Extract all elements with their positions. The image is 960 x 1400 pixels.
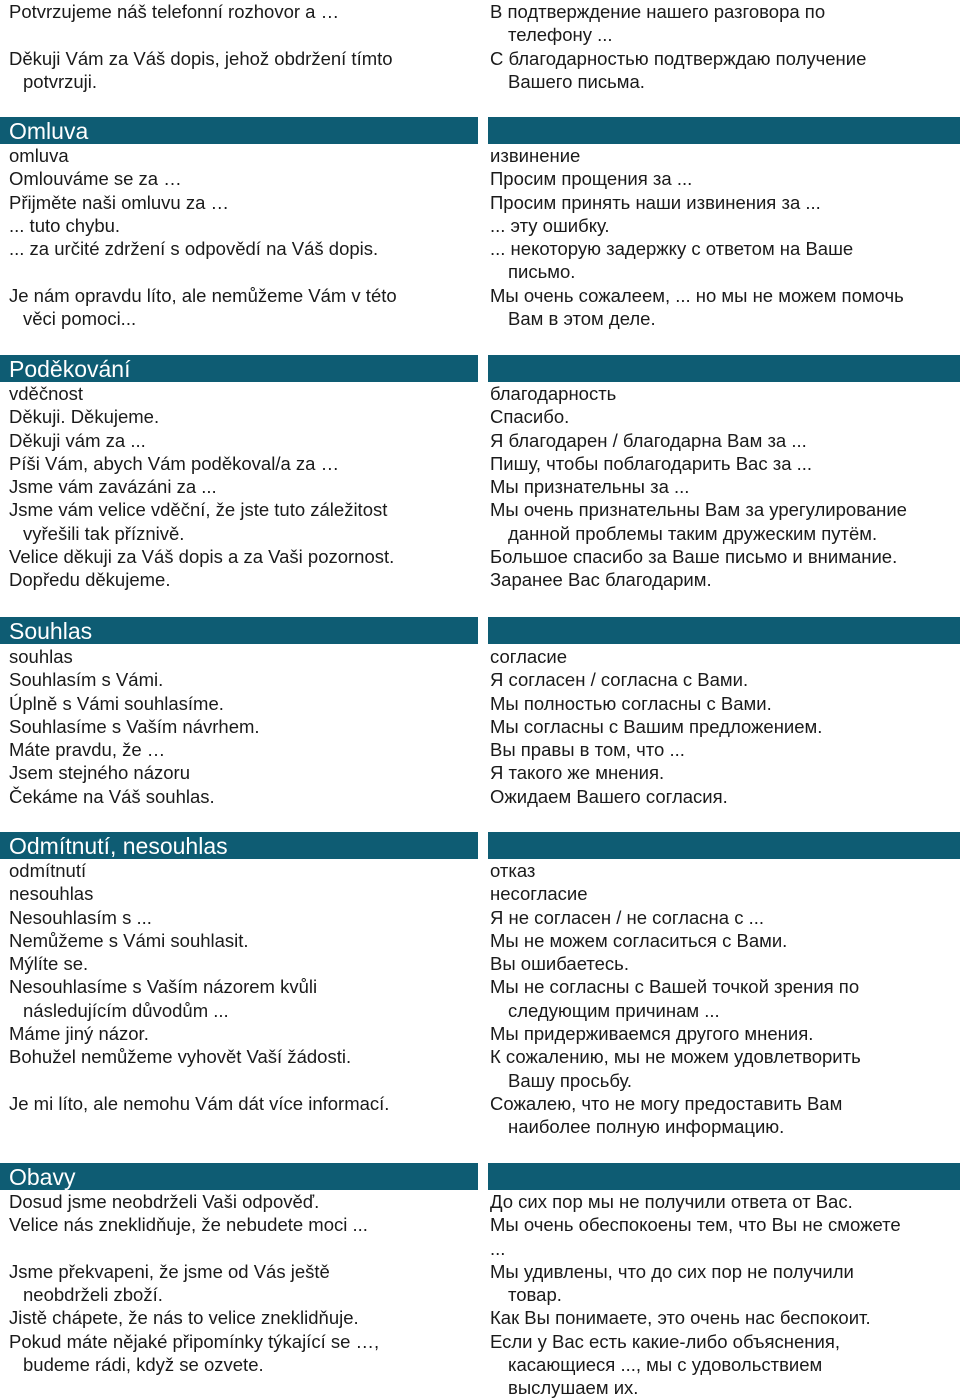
phrase-row (0, 785, 960, 808)
phrase-row (0, 568, 960, 591)
russian-phrase: Я такого же мнения. (490, 762, 665, 784)
russian-phrase: Мы очень признательны Вам за урегулирование данной проблемы таким дружеским путём. (490, 499, 907, 544)
phrase-row (0, 738, 960, 761)
czech-phrase: Máte pravdu, že … (9, 739, 166, 761)
section-title: Obavy (9, 1164, 76, 1190)
czech-phrase: Souhlasím s Vámi. (9, 669, 164, 691)
czech-phrase: Děkuji Vám za Váš dopis, jehož obdržení tímto potvrzuji. (9, 47, 393, 92)
section-title: Poděkování (9, 356, 131, 382)
russian-phrase: Мы не согласны с Вашей точкой зрения по следующим причинам ... (490, 976, 860, 1021)
czech-phrase: Děkuji. Děkujeme. (9, 406, 160, 428)
czech-phrase: Úplně s Vámi souhlasíme. (9, 692, 224, 714)
czech-phrase: nesouhlas (9, 883, 94, 905)
czech-phrase: Velice děkuji za Váš dopis a za Vaši pozornost. (9, 546, 395, 568)
section-body-omluva (0, 144, 960, 330)
phrase-row (0, 906, 960, 929)
section-body-odmitnuti (0, 859, 960, 1139)
russian-phrase: извинение (490, 145, 581, 166)
czech-phrase: Píši Vám, abych Vám poděkoval/a za … (9, 452, 340, 474)
russian-phrase: К сожалению, мы не можем удовлетворить Вашу просьбу. (490, 1046, 861, 1091)
russian-phrase: Вы ошибаетесь. (490, 953, 629, 975)
russian-phrase: несогласие (490, 883, 588, 905)
russian-phrase: До сих пор мы не получили ответа от Вас. (490, 1191, 853, 1212)
czech-phrase: Je nám opravdu líto, ale nemůžeme Vám v této věci pomoci... (9, 284, 397, 330)
russian-phrase: согласие (490, 646, 568, 667)
russian-phrase: Я согласен / согласна с Вами. (490, 669, 749, 691)
czech-phrase: odmítnutí (9, 860, 87, 881)
russian-phrase: Вы правы в том, что ... (490, 739, 685, 761)
czech-phrase: Čekáme na Váš souhlas. (9, 785, 215, 807)
section-title: Odmítnutí, nesouhlas (9, 833, 228, 859)
section-header-obavy (0, 1163, 960, 1190)
section-header-podekovani (0, 355, 960, 382)
czech-phrase: Dopředu děkujeme. (9, 569, 171, 591)
phrase-row (0, 929, 960, 952)
phrase-row (0, 1092, 960, 1139)
phrase-row (0, 952, 960, 975)
czech-phrase: Přijměte naši omluvu za … (9, 191, 230, 213)
phrase-row (0, 284, 960, 331)
czech-phrase: Omlouváme se za … (9, 168, 182, 190)
russian-phrase: Как Вы понимаете, это очень нас беспокоит. (490, 1307, 871, 1329)
russian-phrase: Мы признательны за ... (490, 476, 690, 498)
phrase-row (0, 237, 960, 284)
czech-phrase: Potvrzujeme náš telefonní rozhovor a … (9, 1, 340, 22)
phrase-row (0, 1045, 960, 1092)
phrase-row (0, 382, 960, 405)
phrase-row (0, 715, 960, 738)
czech-phrase: Jsme vám zavázáni za ... (9, 476, 217, 498)
czech-phrase: ... tuto chybu. (9, 214, 121, 236)
czech-phrase: Mýlíte se. (9, 953, 89, 975)
czech-phrase: omluva (9, 145, 69, 166)
czech-phrase: Jsem stejného názoru (9, 762, 190, 784)
phrase-row (0, 214, 960, 237)
russian-phrase: Я благодарен / благодарна Вам за ... (490, 429, 807, 451)
russian-phrase: Мы полностью согласны с Вами. (490, 692, 772, 714)
phrase-row (0, 475, 960, 498)
section-title: Souhlas (9, 618, 93, 644)
czech-phrase: Jistě chápete, že nás to velice zneklidňuje. (9, 1307, 359, 1329)
russian-phrase: Мы удивлены, что до сих пор не получили товар. (490, 1260, 854, 1306)
russian-phrase: Мы согласны с Вашим предложением. (490, 715, 823, 737)
russian-phrase: Сожалею, что не могу предоставить Вам наиболее полную информацию. (490, 1092, 843, 1138)
czech-phrase: Nesouhlasím s ... (9, 906, 152, 928)
phrase-row (0, 498, 960, 545)
phrase-row (0, 692, 960, 715)
czech-phrase: Velice nás zneklidňuje, že nebudete moci ... (9, 1214, 368, 1236)
russian-phrase: Большое спасибо за Ваше письмо и внимание. (490, 546, 898, 568)
phrase-row (0, 167, 960, 190)
section-body-souhlas (0, 645, 960, 808)
czech-phrase: Pokud máte nějaké připomínky týkající se …, budeme rádi, když se ozvete. (9, 1330, 380, 1376)
section-body-podekovani (0, 382, 960, 592)
czech-phrase: Souhlasíme s Vaším návrhem. (9, 715, 260, 737)
section-header-omluva (0, 117, 960, 144)
section-body-obavy (0, 1190, 960, 1400)
phrase-row (0, 0, 960, 47)
russian-phrase: Я не согласен / не согласна с ... (490, 906, 765, 928)
czech-phrase: Jsme vám velice vděční, že jste tuto záležitost vyřešili tak příznivě. (9, 499, 388, 544)
phrase-row (0, 47, 960, 94)
phrase-row (0, 545, 960, 568)
russian-phrase: С благодарностью подтверждаю получение Вашего письма. (490, 47, 867, 92)
phrase-row (0, 1330, 960, 1400)
phrase-row (0, 405, 960, 428)
russian-phrase: Ожидаем Вашего согласия. (490, 785, 728, 807)
russian-phrase: Мы очень сожалеем, ... но мы не можем помочь Вам в этом деле. (490, 284, 904, 330)
czech-phrase: Máme jiný názor. (9, 1023, 149, 1045)
phrase-row (0, 668, 960, 691)
czech-phrase: souhlas (9, 646, 73, 667)
russian-phrase: ... эту ошибку. (490, 214, 610, 236)
russian-phrase: Мы придерживаемся другого мнения. (490, 1023, 814, 1045)
czech-phrase: Děkuji vám za ... (9, 429, 146, 451)
russian-phrase: Спасибо. (490, 406, 570, 428)
russian-phrase: ... некоторую задержку с ответом на Ваше письмо. (490, 238, 854, 283)
phrase-row (0, 452, 960, 475)
russian-phrase: Мы очень обеспокоены тем, что Вы не сможете ... (490, 1214, 901, 1259)
russian-phrase: Если у Вас есть какие-либо объяснения, касающиеся ..., мы с удовольствием выслушаем их. (490, 1330, 840, 1399)
phrase-row (0, 191, 960, 214)
russian-phrase: Просим прощения за ... (490, 168, 693, 190)
phrase-row (0, 1306, 960, 1329)
russian-phrase: В подтверждение нашего разговора по телефону ... (490, 1, 826, 46)
russian-phrase: Заранее Вас благодарим. (490, 569, 712, 591)
phrase-row (0, 1260, 960, 1307)
phrase-row (0, 429, 960, 452)
czech-phrase: vděčnost (9, 383, 84, 404)
section-header-odmitnuti (0, 832, 960, 859)
phrase-row (0, 882, 960, 905)
russian-phrase: Пишу, чтобы поблагодарить Вас за ... (490, 452, 813, 474)
phrase-row (0, 144, 960, 167)
czech-phrase: ... za určité zdržení s odpovědí na Váš dopis. (9, 238, 379, 260)
section-title: Omluva (9, 118, 89, 144)
czech-phrase: Nesouhlasíme s Vaším názorem kvůli následujícím důvodům ... (9, 976, 318, 1021)
russian-phrase: Мы не можем согласиться с Вами. (490, 929, 788, 951)
phrase-row (0, 645, 960, 668)
czech-phrase: Bohužel nemůžeme vyhovět Vaší žádosti. (9, 1046, 352, 1068)
czech-phrase: Dosud jsme neobdrželi Vaši odpověď. (9, 1191, 320, 1212)
phrase-row (0, 975, 960, 1022)
czech-phrase: Je mi líto, ale nemohu Vám dát více informací. (9, 1092, 390, 1114)
phrase-row (0, 1190, 960, 1213)
phrase-row (0, 1022, 960, 1045)
phrase-row (0, 761, 960, 784)
russian-phrase: благодарность (490, 383, 617, 404)
russian-phrase: Просим принять наши извинения за ... (490, 191, 821, 213)
intro-block (0, 0, 960, 93)
section-header-souhlas (0, 617, 960, 644)
phrase-row (0, 859, 960, 882)
czech-phrase: Nemůžeme s Vámi souhlasit. (9, 929, 249, 951)
russian-phrase: отказ (490, 860, 536, 881)
czech-phrase: Jsme překvapeni, že jsme od Vás ještě neobdrželi zboží. (9, 1260, 330, 1306)
phrase-row (0, 1213, 960, 1260)
